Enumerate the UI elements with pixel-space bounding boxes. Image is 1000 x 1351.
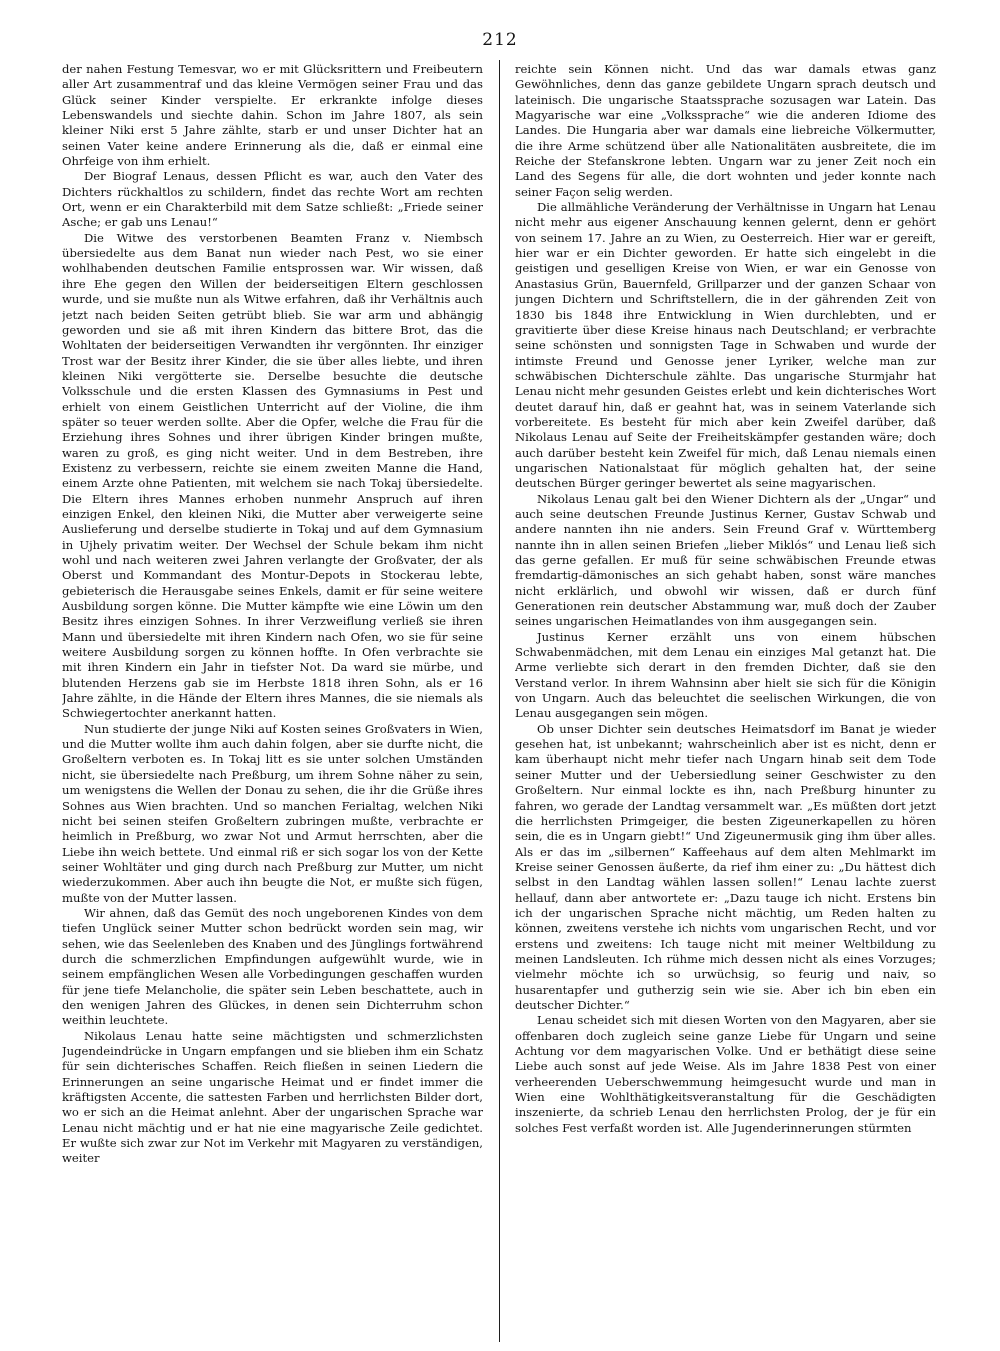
right-column — [515, 62, 936, 1342]
paragraph: reichte sein Können nicht. Und das war damals etwas ganz Gewöhnliches, denn das ganze gebildete Ungarn sprach deutsch und lateinisch. Die ungarische Staatssprache sozusagen war Latein. Das Magyarische war eine „Volkssprache“ wie die anderen Idiome des Landes. Die Hungaria aber war damals eine liebreiche Völkermutter, die ihre Arme schützend über alle Nationalitäten ausbreitete, die im Reiche der Stefanskrone lebten. Ungarn war zu jener Zeit noch ein Land des Segens für alle, die dort wohnten und jeder konnte nach seiner Façon selig werden. — [515, 62, 936, 199]
paragraph: Nikolaus Lenau galt bei den Wiener Dichtern als der „Ungar“ und auch seine deutschen Freunde Justinus Kerner, Gustav Schwab und andere nannten ihn nie anders. Sein Freund Graf v. Württemberg nannte ihn in allen seinen Briefen „lieber Miklós“ und Lenau ließ sich das gerne gefallen. Er muß für seine schwäbischen Freunde etwas fremdartig-dämonisches an sich gehabt haben, sonst wäre manches nicht erklärlich, und obwohl wir wissen, daß er durch fünf Generationen rein deutscher Abstammung war, muß doch der Zauber seines ungarischen Heimatlandes von ihm ausgegangen sein. — [515, 491, 936, 629]
paragraph: Lenau scheidet sich mit diesen Worten von den Magyaren, aber sie offenbaren doch zugleich seine ganze Liebe für Ungarn und seine Achtung vor dem magyarischen Volke. Und er bethätigt diese seine Liebe auch sonst auf jede Weise. Als im Jahre 1838 Pest von einer verheerenden Ueberschwemmung heimgesucht wurde und man in Wien eine Wohlthätigkeitsveranstaltung für die Geschädigten inszenierte, da schrieb Lenau den herrlichsten Prolog, der je für ein solches Fest verfaßt worden ist. Alle Jugenderinnerungen stürmten — [515, 1013, 936, 1135]
paragraph: Die Witwe des verstorbenen Beamten Franz v. Niembsch übersiedelte aus dem Banat nun wieder nach Pest, wo sie einer wohlhabenden deutschen Familie entsprossen war. Wir wissen, daß ihre Ehe gegen den Willen der beiderseitigen Eltern geschlossen wurde, und sie mußte nun als Witwe erfahren, daß ihr Verhältnis auch jetzt nach beiden Seiten getrübt blieb. Sie war arm und abhängig geworden und sie aß mit ihren Kindern das bittere Brot, das die Wohltaten der beiderseitigen Verwandten ihr vergönnten. Ihr einziger Trost war der Besitz ihrer Kinder, die sie über alles liebte, und ihren kleinen Niki vergötterte sie. Derselbe besuchte die deutsche Volksschule und die ersten Klassen des Gymnasiums in Pest und erhielt von einem Geistlichen Unterricht auf der Violine, die ihm später so teuer werden sollte. Aber die Opfer, welche die Frau für die Erziehung ihres Sohnes und ihrer übrigen Kinder bringen mußte, waren zu groß, es ging nicht weiter. Und in dem Bestreben, ihre Existenz zu verbessern, reichte sie einem zweiten Manne die Hand, einem Arzte ohne Patienten, mit welchem sie nach Tokaj übersiedelte. Die Eltern ihres Mannes erhoben nunmehr Anspruch auf ihren einzigen Enkel, den kleinen Niki, die Mutter aber verweigerte seine Auslieferung und derselbe studierte in Tokaj und auf dem Gymnasium in Ujhely privatim weiter. Der Wechsel der Schule bekam ihm nicht wohl und nach weiteren zwei Jahren verlangte der Großvater, der als Oberst und Kommandant des Montur-Depots in Stockerau lebte, gebieterisch die Herausgabe seines Enkels, damit er für seine weitere Ausbildung sorgen könne. Die Mutter kämpfte wie eine Löwin um den Besitz ihres einzigen Sohnes. In ihrer Verzweiflung verließ sie ihren Mann und übersiedelte mit ihren Kindern nach Ofen, wo sie für seine weitere Ausbildung sorgen zu können hoffte. In Ofen verbrachte sie mit ihren Kindern ein Jahr in tiefster Not. Da ward sie mürbe, und blutenden Herzens gab sie im Herbste 1818 ihren Sohn, als er 16 Jahre zählte, in die Hände der Eltern ihres Mannes, die sie niemals als Schwiegertochter anerkannt hatten. — [62, 230, 483, 721]
paragraph: der nahen Festung Temesvar, wo er mit Glücksrittern und Freibeutern aller Art zusammentraf und das kleine Vermögen seiner Frau und das Glück seiner Kinder verspielte. Er erkrankte infolge dieses Lebenswandels und siechte dahin. Schon im Jahre 1807, als sein kleiner Niki erst 5 Jahre zählte, starb er und unser Dichter hat an seinen Vater keine andere Erinnerung als die, daß er einmal eine Ohrfeige von ihm erhielt. — [62, 62, 483, 169]
paragraph: Nun studierte der junge Niki auf Kosten seines Großvaters in Wien, und die Mutter wollte ihm auch dahin folgen, aber sie durfte nicht, die Großeltern verboten es. In Tokaj litt es sie unter solchen Umständen nicht, sie übersiedelte nach Preßburg, um ihrem Sohne näher zu sein, um wenigstens die Wellen der Donau zu sehen, die ihr die Grüße ihres Sohnes aus Wien brachten. Und so manchen Ferialtag, welchen Niki nicht bei seinen steifen Großeltern zubringen mußte, verbrachte er heimlich in Preßburg, wo zwar Not und Armut herrschten, aber die Liebe ihn weich bettete. Und einmal riß er sich sogar los von der Kette seiner Wohltäter und ging durch nach Preßburg zur Mutter, um nicht wiederzukommen. Aber auch ihn beugte die Not, er mußte sich fügen, mußte von der Mutter lassen. — [62, 721, 483, 905]
page-number: 212 — [482, 30, 518, 50]
paragraph: Justinus Kerner erzählt uns von einem hübschen Schwabenmädchen, mit dem Lenau ein einziges Mal getanzt hat. Die Arme verliebte sich derart in den fremden Dichter, daß sie den Verstand verlor. In ihrem Wahnsinn aber hielt sie sich für die Königin von Ungarn. Auch das beleuchtet die seelischen Wirkungen, die von Lenau ausgegangen sein mögen. — [515, 629, 936, 721]
paragraph: Ob unser Dichter sein deutsches Heimatsdorf im Banat je wieder gesehen hat, ist unbekannt; wahrscheinlich aber ist es nicht, denn er kam überhaupt nicht mehr tiefer nach Ungarn hinab seit dem Tode seiner Mutter und der Uebersiedlung seiner Geschwister zu den Großeltern. Nur einmal lockte es ihn, nach Preßburg hinunter zu fahren, wo gerade der Landtag versammelt war. „Es müßten dort jetzt die herrlichsten Primgeiger, die besten Zigeunerkapellen zu hören sein, die es in Ungarn giebt!“ Und Zigeunermusik ging ihm über alles. Als er das im „silbernen“ Kaffeehaus auf dem alten Mehlmarkt im Kreise seiner Genossen äußerte, da rief ihm einer zu: „Du hättest dich selbst in den Landtag wählen lassen sollen!“ Lenau lachte zuerst hellauf, dann aber antwortete er: „Dazu tauge ich nicht. Erstens bin ich der ungarischen Sprache nicht mächtig, um Reden halten zu können, zweitens verstehe ich nichts vom ungarischen Recht, und vor erstens und zweitens: Ich tauge nicht mit meiner Weltbildung zu meinen Landsleuten. Ich rühme mich dessen nicht als eines Vorzuges; vielmehr möchte ich so urwüchsig, so feurig und naiv, so husarentapfer und gutherzig sein wie sie. Aber ich bin eben ein deutscher Dichter.“ — [515, 721, 936, 1012]
left-column — [62, 62, 483, 1342]
paragraph: Die allmähliche Veränderung der Verhältnisse in Ungarn hat Lenau nicht mehr aus eigener Anschauung kennen gelernt, denn er gehört von seinem 17. Jahre an zu Wien, zu Oesterreich. Hier war er gereift, hier war er ein Dichter geworden. Er hatte sich eingelebt in die geistigen und geselligen Kreise von Wien, er war ein Genosse von Anastasius Grün, Bauernfeld, Grillparzer und der ganzen Schaar von jungen Dichtern und Schriftstellern, die in der gährenden Zeit von 1830 bis 1848 ihre Entwicklung in Wien durchlebten, und er gravitierte über diese Kreise hinaus nach Deutschland; er verbrachte seine schönsten und sonnigsten Tage in Schwaben und wurde der intimste Freund und Genosse jener Lyriker, welche man zur schwäbischen Dichterschule zählte. Das ungarische Sturmjahr hat Lenau nicht mehr gesunden Geistes erlebt und kein dichterisches Wort deutet darauf hin, daß er geahnt hat, was in seinem Vaterlande sich vorbereitete. Es besteht für mich aber kein Zweifel darüber, daß Nikolaus Lenau auf Seite der Freiheitskämpfer gestanden wäre; doch auch darüber besteht kein Zweifel für mich, daß Lenau niemals einen ungarischen Nationalstaat für möglich gehalten hat, der seine deutschen Bürger geringer bewertet als seine magyarischen. — [515, 200, 936, 491]
paragraph: Nikolaus Lenau hatte seine mächtigsten und schmerzlichsten Jugendeindrücke in Ungarn empfangen und sie blieben ihm ein Schatz für sein dichterisches Schaffen. Reich fließen in seinen Liedern die Erinnerungen an seine ungarische Heimat und er findet immer die kräftigsten Accente, die sattesten Farben und herrlichsten Bilder dort, wo er sich an die Heimat anlehnt. Aber der ungarischen Sprache war Lenau nicht mächtig und er hat nie eine magyarische Zeile gedichtet. Er wußte sich zwar zur Not im Verkehr mit Magyaren zu verständigen, weiter — [62, 1028, 483, 1166]
paragraph: Der Biograf Lenaus, dessen Pflicht es war, auch den Vater des Dichters rückhaltlos zu schildern, findet das rechte Wort am rechten Ort, wenn er ein Charakterbild mit dem Satze schließt: „Friede seiner Asche; er gab uns Lenau!“ — [62, 169, 483, 230]
column-divider — [499, 60, 500, 1342]
paragraph: Wir ahnen, daß das Gemüt des noch ungeborenen Kindes von dem tiefen Unglück seiner Mutter schon bedrückt worden sein mag, wir sehen, wie das Seelenleben des Knaben und des Jünglings fortwährend durch die schmerzlichen Empfindungen aufgewühlt wurde, wie in seinem empfänglichen Wesen alle Vorbedingungen geschaffen wurden für jene tiefe Melancholie, die später sein Leben beschattete, auch in den wenigen Jahren des Glückes, in denen sein Dichterruhm schon weithin leuchtete. — [62, 905, 483, 1028]
